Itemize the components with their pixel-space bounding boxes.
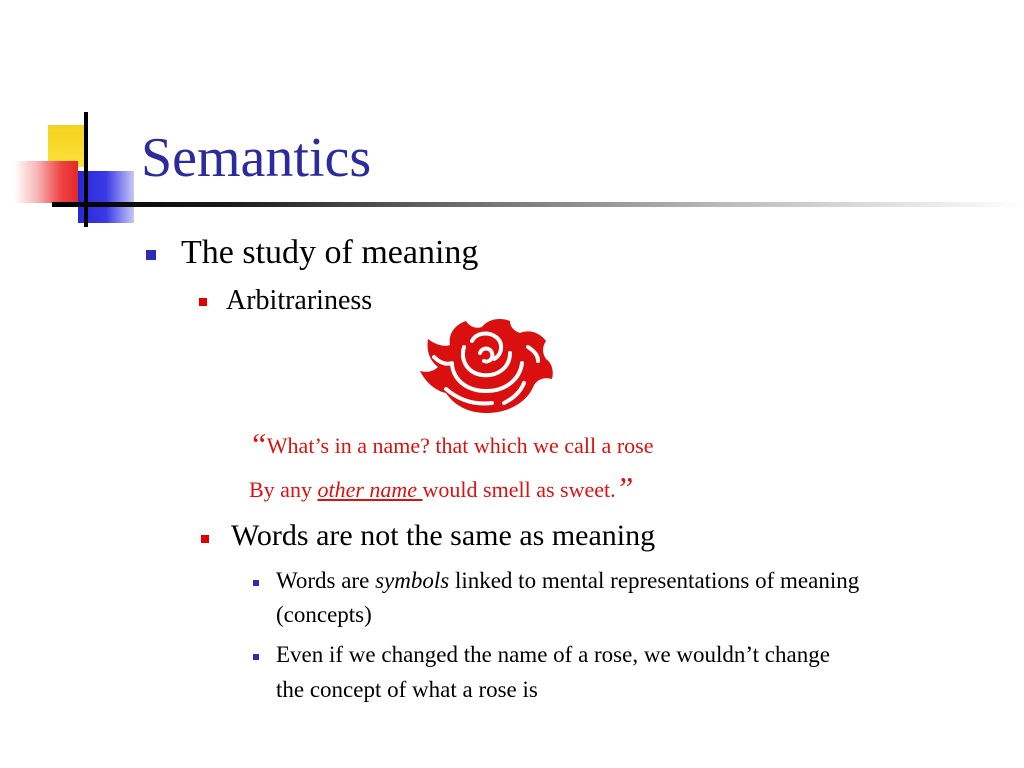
decor-vertical-line [84, 112, 88, 227]
title-underline-rule [52, 202, 1024, 207]
quote-open-mark: “ [249, 426, 267, 462]
bullet-words-are-symbols-line-2: (concepts) [276, 602, 372, 627]
bullet-arbitrariness: Arbitrariness [226, 285, 373, 316]
quote-underlined-text: other name [317, 477, 423, 502]
decor-red-square [14, 161, 78, 203]
quote-line-2-before: By any [249, 477, 318, 502]
quote-line-1 [249, 426, 654, 462]
symbols-before: Words are [276, 568, 376, 593]
quote-line-1-text: What’s in a name? that which we call a rose [266, 433, 654, 458]
bullet-square-icon [199, 298, 207, 306]
symbols-italic: symbols [375, 568, 450, 593]
quote-close-mark: ” [615, 470, 634, 506]
bullet-square-icon [201, 535, 209, 543]
slide-title: Semantics [141, 127, 372, 189]
bullet-square-icon [253, 654, 259, 660]
quote-line-2-after: would smell as sweet. [422, 477, 616, 502]
bullet-words-not-meaning: Words are not the same as meaning [231, 519, 656, 552]
bullet-changed-name-line-2: the concept of what a rose is [276, 677, 538, 702]
quote-line-2 [249, 470, 634, 506]
bullet-study-of-meaning: The study of meaning [181, 234, 479, 271]
rose-icon [416, 317, 556, 417]
bullet-words-are-symbols [276, 566, 859, 596]
bullet-square-icon [146, 250, 156, 260]
bullet-square-icon [253, 580, 259, 586]
symbols-after: linked to mental representations of meaning [449, 568, 860, 593]
bullet-changed-name: Even if we changed the name of a rose, we wouldn’t change [276, 642, 830, 667]
